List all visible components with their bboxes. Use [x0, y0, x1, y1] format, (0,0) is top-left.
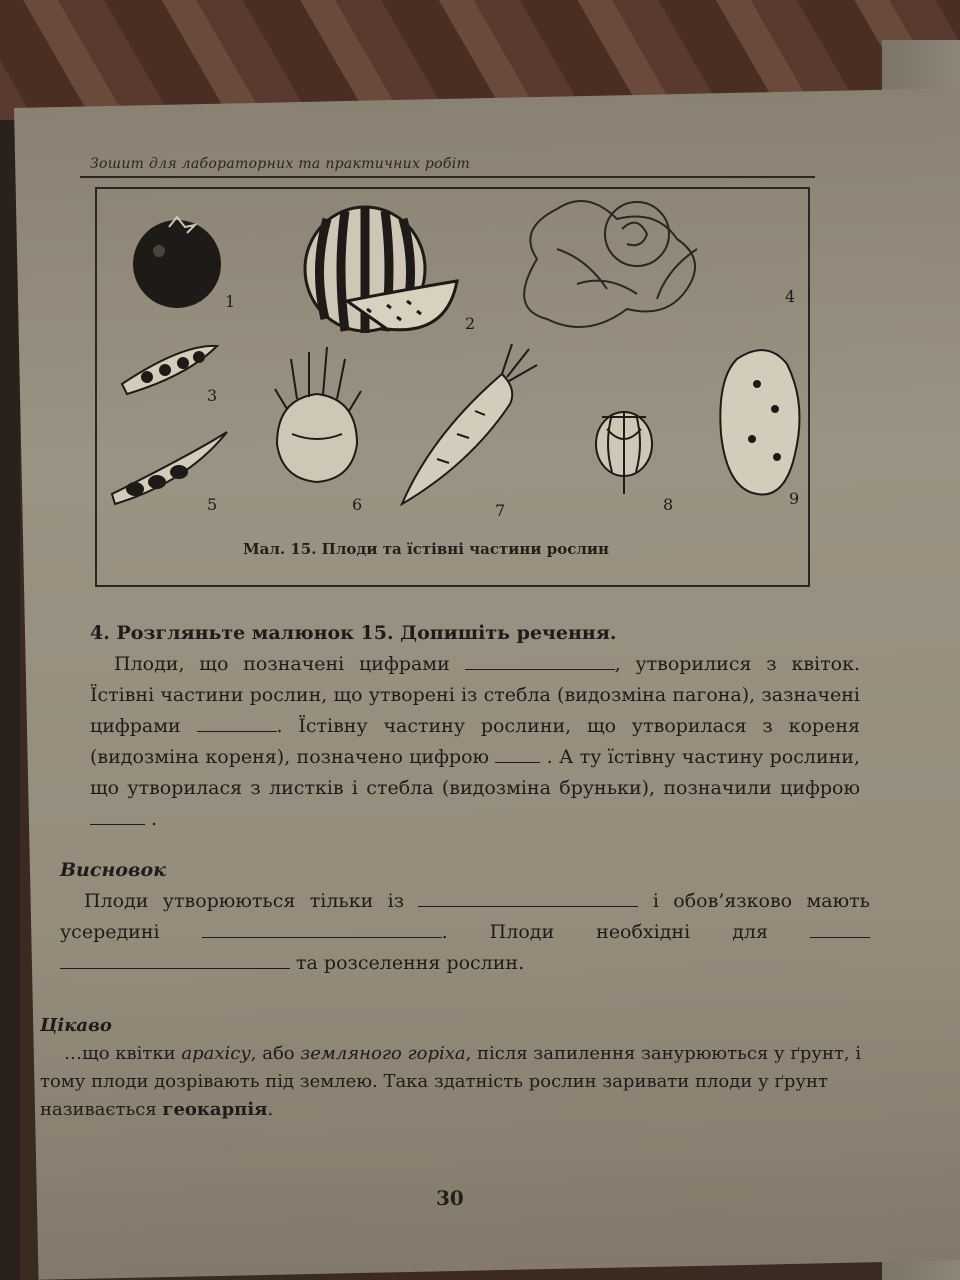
poppy-capsule-illustration — [596, 411, 652, 494]
figure-label-8: 8 — [663, 495, 674, 514]
conclusion-text-4: та розселення рослин. — [296, 952, 525, 974]
figure-label-7: 7 — [495, 501, 506, 520]
answer-blank-stem[interactable] — [197, 713, 277, 732]
bean-pod-illustration — [112, 432, 227, 504]
figure-label-3: 3 — [207, 386, 218, 405]
interesting-text-1: …що квітки — [64, 1043, 176, 1064]
task-paragraph — [90, 649, 860, 835]
kohlrabi-illustration — [275, 347, 361, 482]
interesting-heading: Цікаво — [40, 1015, 112, 1036]
watermelon-illustration — [305, 207, 457, 333]
potato-illustration — [720, 350, 799, 494]
interesting-text-3: , після запилення занурюються у ґрунт, і тому плоди дозрівають під землею. Така здатність рослин заривати плоди у ґрунт називається — [40, 1043, 862, 1120]
cabbage-illustration — [524, 201, 697, 327]
task-text-3: . Їстівну частину рослини, що утворилася з кореня (видозміна кореня), позначено цифрою — [90, 715, 860, 768]
conclusion-text-2: і обов’язково мають усередині — [60, 890, 870, 943]
interesting-term-peanut: арахісу — [181, 1043, 251, 1064]
tomato-illustration — [133, 217, 221, 308]
figure-label-9: 9 — [789, 489, 800, 508]
conclusion-text-1: Плоди утворюються тільки із — [84, 890, 405, 912]
answer-blank-root[interactable] — [495, 744, 540, 763]
interesting-text-4: . — [267, 1099, 274, 1120]
carrot-illustration — [402, 344, 537, 504]
conclusion-text-3: . Плоди необхідні для — [441, 921, 768, 943]
figure-illustrations — [97, 189, 812, 589]
page-number: 30 — [436, 1186, 464, 1210]
answer-blank-needed-for[interactable] — [810, 919, 870, 938]
figure-label-1: 1 — [225, 292, 236, 311]
figure-15 — [95, 187, 810, 587]
interesting-term-ground-nut: земляного горіха — [300, 1043, 466, 1064]
answer-blank-formed-from[interactable] — [418, 888, 638, 907]
answer-blank-inside[interactable] — [202, 919, 442, 938]
figure-label-6: 6 — [352, 495, 363, 514]
interesting-section — [40, 1012, 890, 1124]
figure-caption: Мал. 15. Плоди та їстівні частини рослин — [243, 540, 610, 558]
interesting-paragraph — [40, 1040, 890, 1124]
task-text-2: , утворилися з квіток. Їстівні частини рослин, що утворені із стебла (видозміна пагона), зазначені цифрами — [90, 653, 860, 737]
figure-label-4: 4 — [785, 287, 796, 306]
answer-blank-bud[interactable] — [90, 806, 145, 825]
task-text-4: . А ту їстівну частину рослини, що утворилася з листків і стебла (видозміна бруньки), позначили цифрою — [90, 746, 860, 799]
answer-blank-needed-for-cont[interactable] — [60, 950, 290, 969]
task-text-5: . — [151, 808, 158, 830]
conclusion-paragraph — [60, 886, 870, 979]
figure-label-2: 2 — [465, 314, 476, 333]
task-title: 4. Розгляньте малюнок 15. Допишіть речення. — [90, 622, 617, 644]
task-text-1: Плоди, що позначені цифрами — [114, 653, 450, 675]
conclusion-heading: Висновок — [60, 859, 166, 881]
conclusion-section — [60, 855, 870, 979]
pea-pod-illustration — [122, 346, 217, 394]
task-4 — [90, 618, 860, 835]
figure-label-5: 5 — [207, 495, 218, 514]
answer-blank-fruits[interactable] — [465, 651, 615, 670]
interesting-text-2: , або — [250, 1043, 295, 1064]
interesting-term-geocarpy: геокарпія — [162, 1099, 268, 1120]
header-rule — [80, 176, 815, 178]
running-header: Зошит для лабораторних та практичних робіт — [90, 156, 471, 172]
